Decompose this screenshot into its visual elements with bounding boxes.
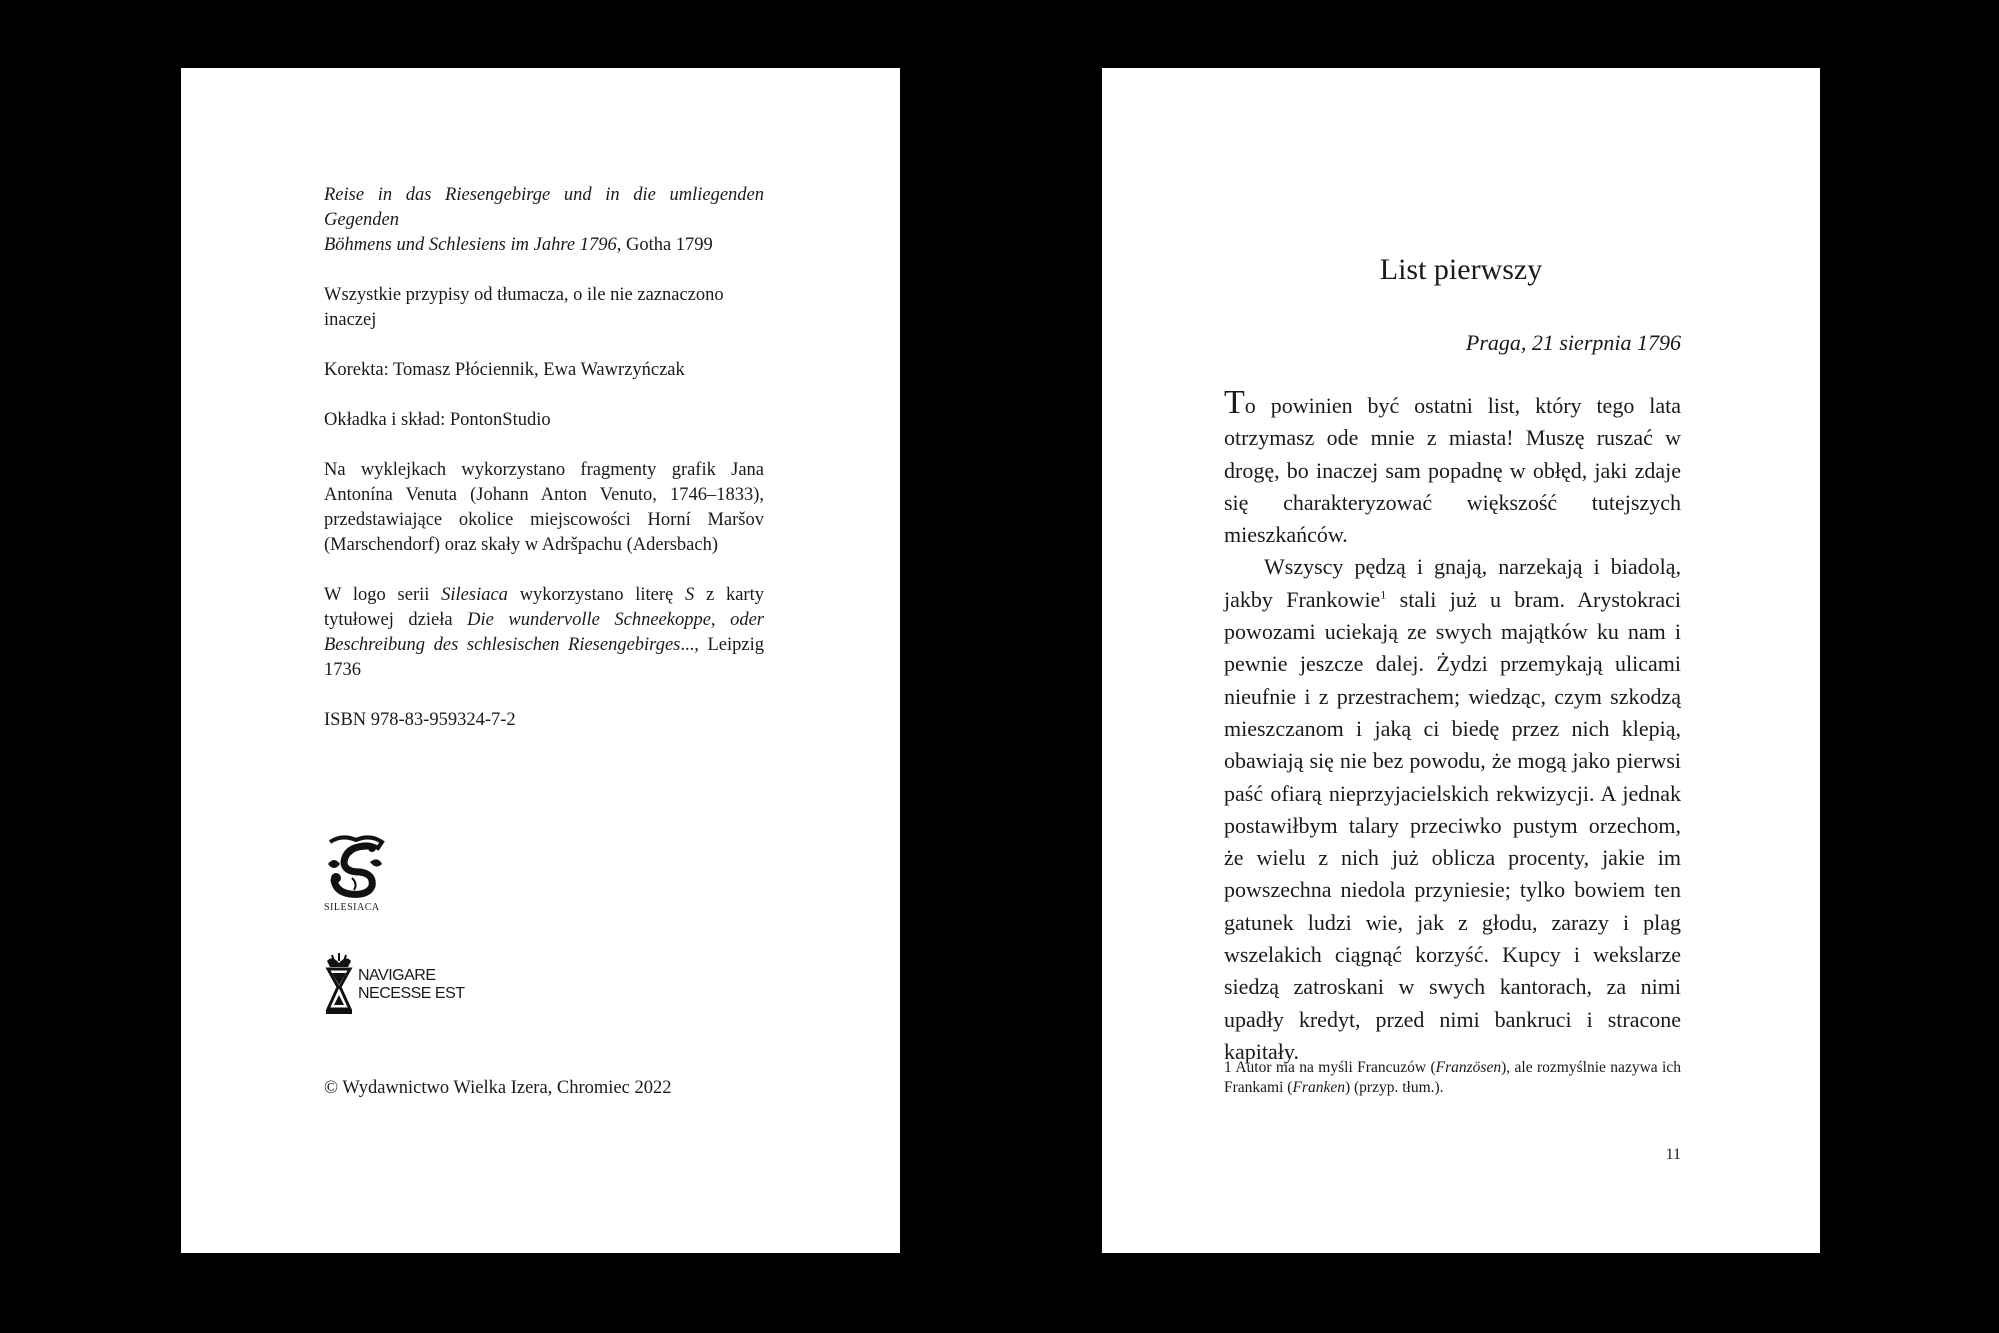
proofreading-credit: Korekta: Tomasz Płóciennik, Ewa Wawrzyńczak bbox=[324, 360, 685, 380]
logo-note-text: W logo serii bbox=[324, 585, 442, 605]
navigare-line2: NECESSE EST bbox=[358, 985, 465, 1002]
hourglass-ship-icon bbox=[324, 953, 354, 1017]
letter-body bbox=[1224, 384, 1681, 1068]
navigare-logo bbox=[324, 953, 465, 1017]
isbn: ISBN 978-83-959324-7-2 bbox=[324, 710, 516, 730]
colophon bbox=[324, 183, 764, 758]
paragraph-2 bbox=[1224, 551, 1681, 1068]
chapter-title: List pierwszy bbox=[1379, 253, 1543, 286]
ornamental-s-icon bbox=[324, 834, 386, 900]
logo-note-text: z karty tytułowej dzieła bbox=[324, 585, 764, 630]
footnote bbox=[1224, 1058, 1681, 1098]
endpapers-note: Na wyklejkach wykorzystano fragmenty grafik Jana Antonína Venuta (Johann Anton Venuto, 1746–1833), przedstawiające okolice miejscowości Horní Maršov (Marschendorf) oraz skały w Adršpachu (Adersbach) bbox=[324, 460, 764, 555]
source-place-year: , Gotha 1799 bbox=[616, 235, 713, 255]
source-title-line2: Böhmens und Schlesiens im Jahre 1796 bbox=[324, 235, 617, 255]
logo-note bbox=[324, 583, 764, 683]
source-title-line1: Reise in das Riesengebirge und in die umliegenden Gegenden bbox=[324, 185, 764, 230]
work-title: Die wundervolle Schneekoppe, oder Beschreibung des schlesischen Riesengebirges bbox=[324, 610, 764, 655]
footnote-text: ), ale rozmyślnie nazywa ich Frankami ( bbox=[1224, 1059, 1681, 1096]
logo-letter: S bbox=[685, 585, 695, 605]
footnote-text: Autor ma na myśli Francuzów ( bbox=[1231, 1059, 1436, 1076]
navigare-line1: NAVIGARE bbox=[358, 967, 436, 984]
paragraph-1-text: o powinien być ostatni list, który tego lata otrzymasz ode mnie z miasta! Muszę ruszać w drogę, bo inaczej sam popadnę w obłęd, jaki zdaje się charakteryzować większość tutejszych mieszkańców. bbox=[1224, 393, 1681, 548]
logo-note-text: wykorzystano literę bbox=[507, 585, 685, 605]
page-number: 11 bbox=[1665, 1146, 1681, 1163]
footnote-text: ) (przyp. tłum.). bbox=[1344, 1079, 1444, 1096]
source-title bbox=[324, 183, 764, 258]
left-page bbox=[181, 68, 900, 1253]
right-page bbox=[1102, 68, 1820, 1253]
footnote-term: Französen bbox=[1435, 1059, 1502, 1076]
dateline: Praga, 21 sierpnia 1796 bbox=[1465, 330, 1681, 355]
cover-layout-credit: Okładka i skład: PontonStudio bbox=[324, 410, 551, 430]
copyright: © Wydawnictwo Wielka Izera, Chromiec 2022 bbox=[324, 1078, 672, 1098]
series-name: Silesiaca bbox=[441, 585, 508, 605]
silesiaca-logo bbox=[324, 834, 394, 913]
drop-cap: T bbox=[1224, 384, 1245, 421]
series-logo-caption: SILESIACA bbox=[324, 902, 380, 913]
footnote-reference: 1 bbox=[1380, 587, 1387, 602]
footnotes-note: Wszystkie przypisy od tłumacza, o ile nie zaznaczono inaczej bbox=[324, 285, 724, 330]
logo-note-text: ..., Leipzig 1736 bbox=[324, 635, 764, 680]
navigare-motto bbox=[358, 967, 465, 1003]
paragraph-1 bbox=[1224, 384, 1681, 551]
footnote-number: 1 bbox=[1224, 1059, 1232, 1076]
paragraph-2-start: Wszyscy pędzą i gnają, narzekają i biadolą, jakby Frankowie bbox=[1224, 554, 1681, 612]
footnote-term: Franken bbox=[1292, 1079, 1345, 1096]
paragraph-2-text: stali już u bram. Arystokraci powozami uciekają ze swych majątków ku nam i pewnie jeszcze dalej. Żydzi przemykają ulicami nieufnie i z przestrachem; wiedząc, czym szkodzą mieszczanom i jaką ci biedę przez nich klepią, obawiają się nie bez powodu, że mogą jako pierwsi paść ofiarą nieprzyjacielskich rekwizycji. A jednak postawiłbym talary przeciwko pustym orzechom, że wielu z nich już oblicza procenty, jakie im powszechna niedola przyniesie; tylko bowiem ten gatunek ludzi wie, jak z głodu, zarazy i plag wszelakich ciągnąć korzyść. Kupcy i wekslarze siedzą zatroskani w swych kantorach, za nimi upadły kredyt, przed nimi bankruci i stracone kapitały. bbox=[1224, 586, 1681, 1064]
